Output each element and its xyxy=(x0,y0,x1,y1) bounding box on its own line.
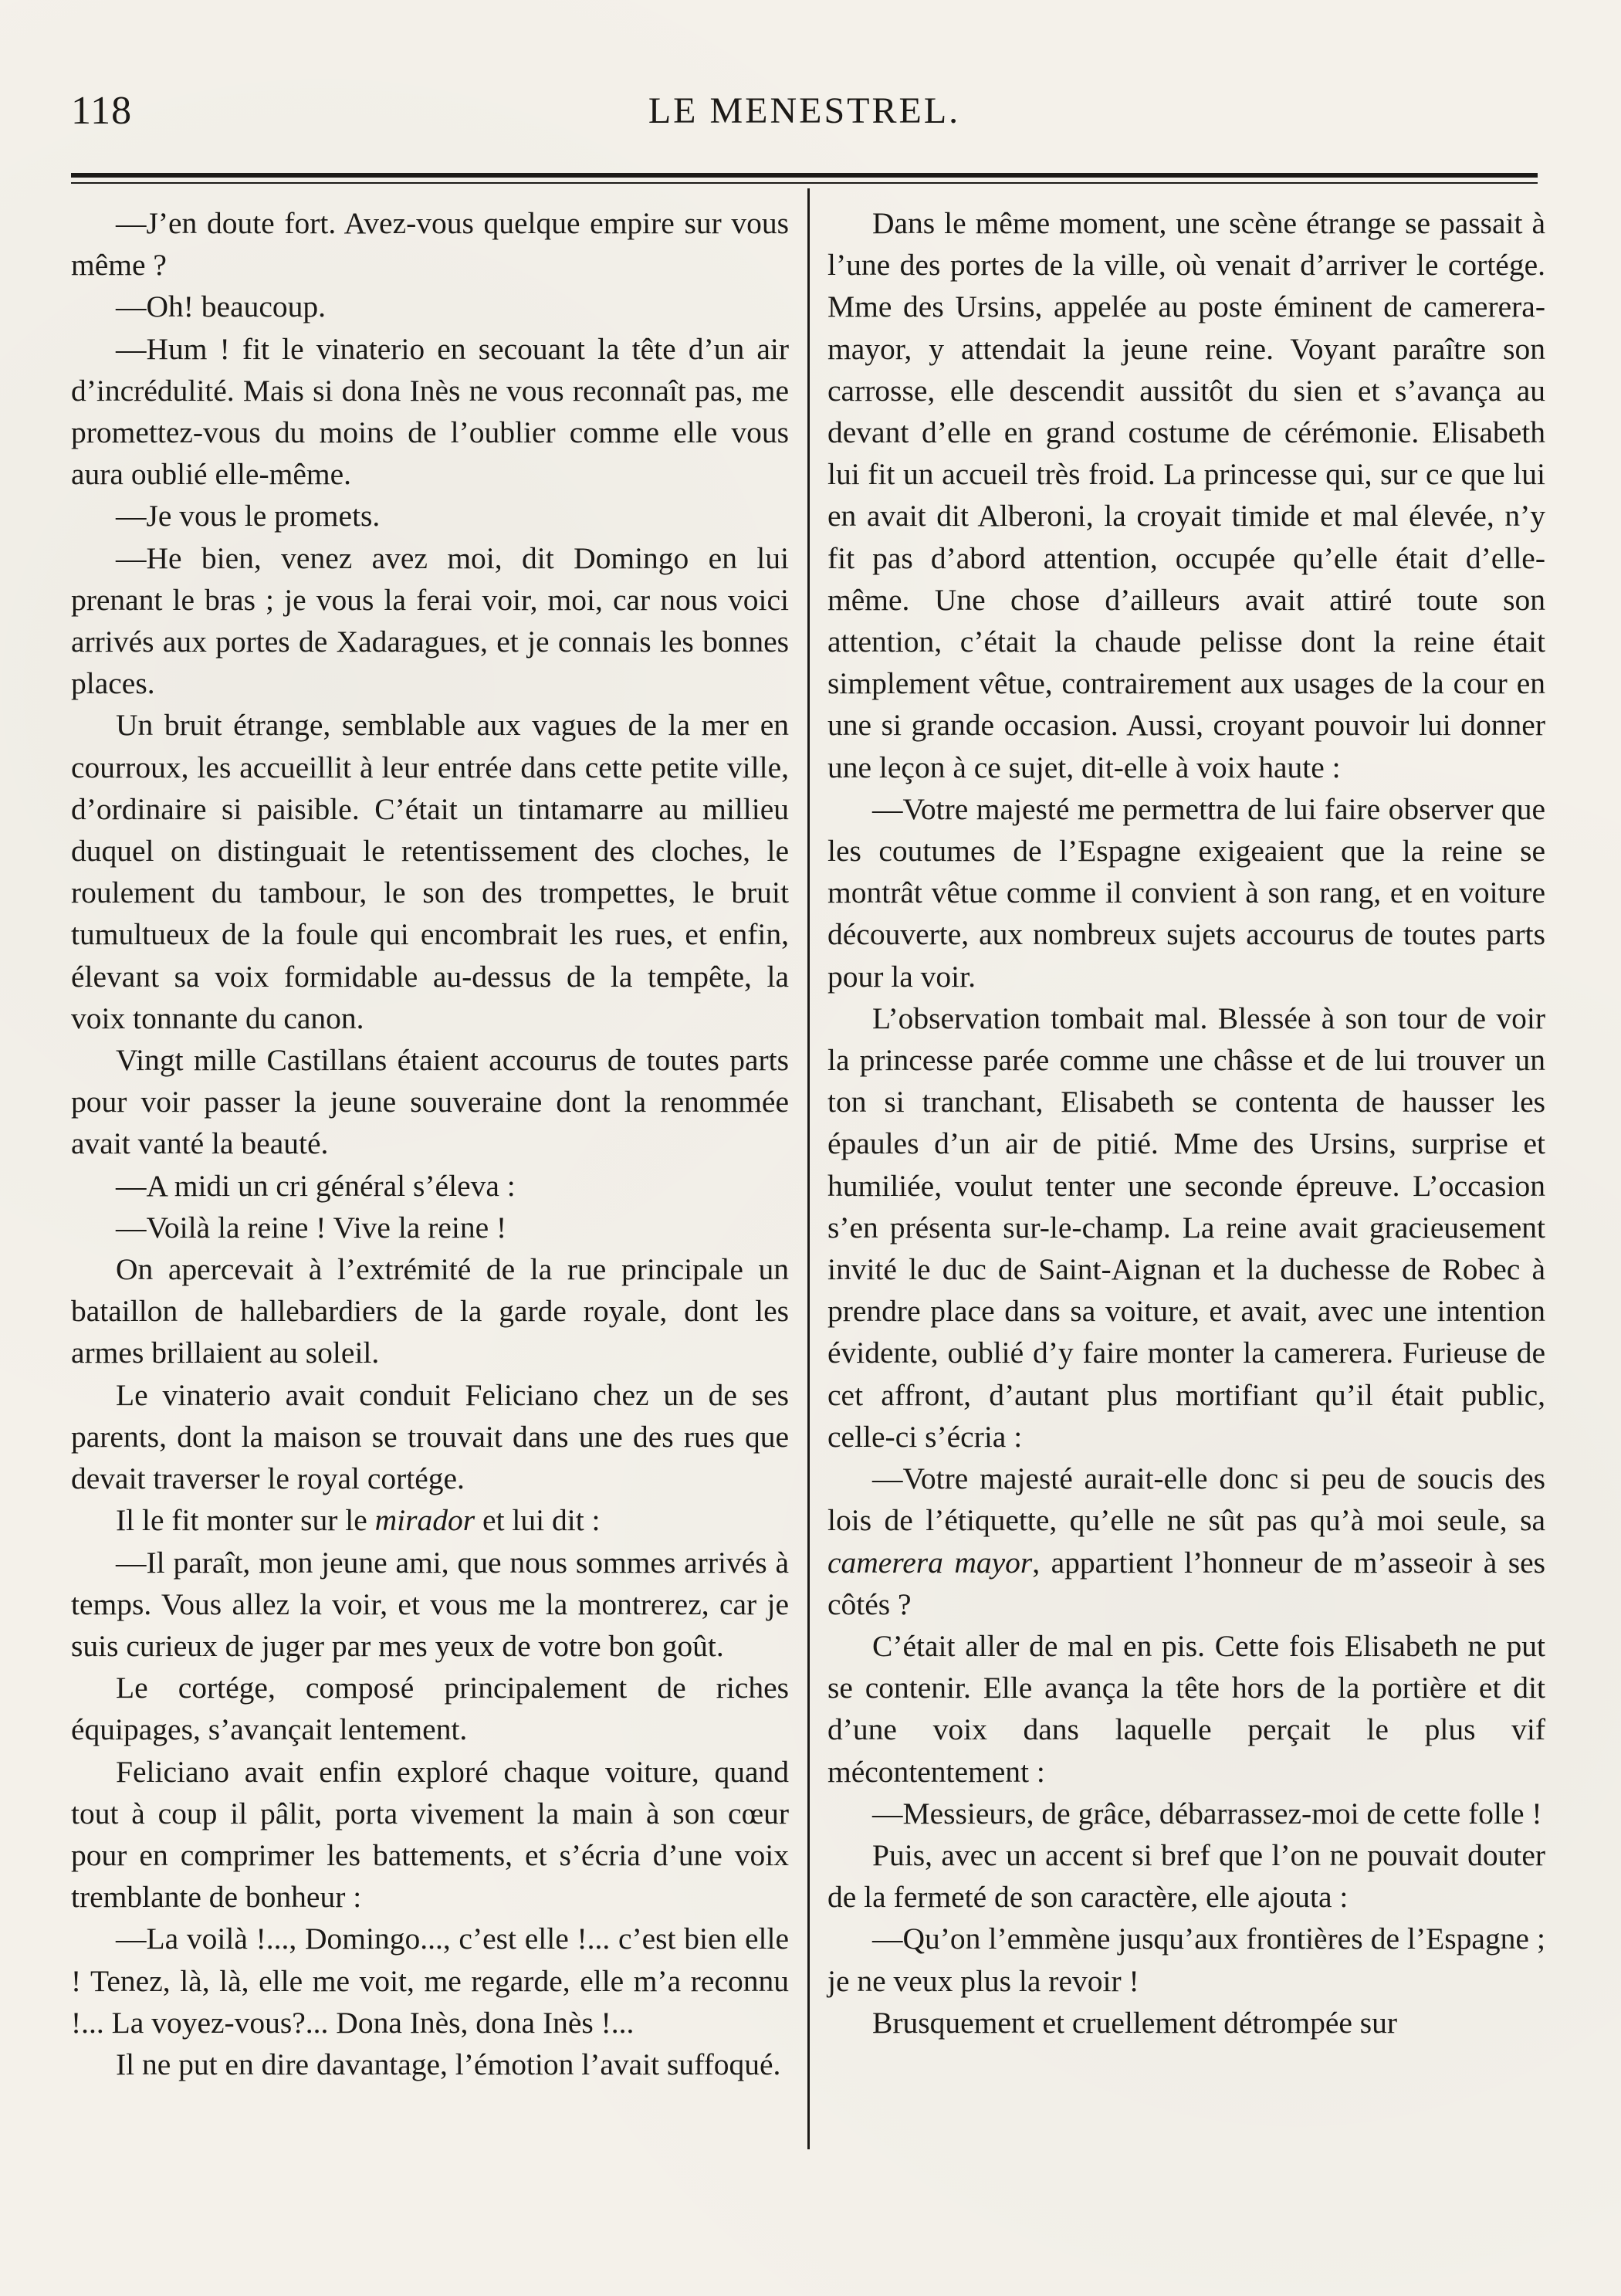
paragraph: —Qu’on l’emmène jusqu’aux frontières de l’Espagne ; je ne veux plus la revoir ! xyxy=(827,1922,1545,1998)
header-rule-thick xyxy=(71,173,1538,178)
paragraph: —La voilà !..., Domingo..., c’est elle !... c’est bien elle ! Tenez, là, là, elle me voit, me regarde, elle m’a reconnu !... La voyez-vous?... Dona Inès, dona Inès !... xyxy=(71,1922,789,2040)
paragraph: —Oh! beaucoup. xyxy=(116,290,327,324)
header-rule-thin xyxy=(71,182,1538,184)
paragraph: —J’en doute fort. Avez-vous quelque empire sur vous même ? xyxy=(71,206,789,283)
paragraph: Brusquement et cruellement détrompée sur xyxy=(872,2005,1398,2040)
page-number: 118 xyxy=(71,89,133,133)
paragraph: Un bruit étrange, semblable aux vagues de la mer en courroux, les accueillit à leur entrée dans cette petite ville, d’ordinaire si paisible. C’était un tintamarre au millieu duquel on distinguait le retentissement des cloches, le roulement du tambour, le son des trompettes, le bruit tumultueux de la foule qui encombrait les rues, et enfin, élevant sa voix formidable au-dessus de la tempête, la voix tonnante du canon. xyxy=(71,708,789,1035)
paragraph: —Votre majesté me permettra de lui faire observer que les coutumes de l’Espagne exigeaient que la reine se montrât vêtue comme il convient à son rang, et en voiture découverte, aux nombreux sujets accourus de toutes parts pour la voir. xyxy=(827,791,1545,994)
paragraph: —He bien, venez avez moi, dit Domingo en lui prenant le bras ; je vous la ferai voir, moi, car nous voici arrivés aux portes de Xadaragues, et je connais les bonnes places. xyxy=(71,540,789,701)
paragraph: —Votre majesté aurait-elle donc si peu de soucis des lois de l’étiquette, qu’elle ne sût pas qu’à moi seule, sa camerera mayor, appartient l’honneur de m’asseoir à ses côtés ? xyxy=(827,1461,1545,1621)
column-divider xyxy=(807,188,810,2149)
paragraph: —Je vous le promets. xyxy=(116,499,381,533)
left-column xyxy=(71,202,789,2085)
paragraph: —A midi un cri général s’éleva : xyxy=(116,1168,516,1203)
paragraph: —Voilà la reine ! Vive la reine ! xyxy=(116,1210,507,1245)
paragraph: On apercevait à l’extrémité de la rue principale un bataillon de hallebardiers de la garde royale, dont les armes brillaient au soleil. xyxy=(71,1252,789,1370)
paragraph: Vingt mille Castillans étaient accourus de toutes parts pour voir passer la jeune souveraine dont la renommée avait vanté la beauté. xyxy=(71,1043,789,1161)
page-header xyxy=(71,74,1538,144)
paragraph: L’observation tombait mal. Blessée à son tour de voir la princesse parée comme une châsse et de lui trouver un ton si tranchant, Elisabeth se contenta de hausser les épaules d’un air de pitié. Mme des Ursins, surprise et humiliée, voulut tenter une seconde épreuve. L’occasion s’en présenta sur-le-champ. La reine avait gracieusement invité le duc de Saint-Aignan et la duchesse de Robec à prendre place dans sa voiture, et avait, avec une intention évidente, oublié d’y faire monter la camerera. Furieuse de cet affront, d’autant plus mortifiant qu’il était public, celle-ci s’écria : xyxy=(827,1001,1545,1454)
paragraph: —Hum ! fit le vinaterio en secouant la tête d’un air d’incrédulité. Mais si dona Inès ne vous reconnaît pas, me promettez-vous du moins de l’oublier comme elle vous aura oublié elle-même. xyxy=(71,331,789,492)
paragraph: —Messieurs, de grâce, débarrassez-moi de cette folle ! xyxy=(872,1796,1542,1830)
paragraph: Le vinaterio avait conduit Feliciano chez un de ses parents, dont la maison se trouvait dans une des rues que devait traverser le royal cortége. xyxy=(71,1377,789,1496)
journal-title: LE MENESTREL. xyxy=(648,90,961,131)
paragraph: Puis, avec un accent si bref que l’on ne pouvait douter de la fermeté de son caractère, elle ajouta : xyxy=(827,1837,1545,1915)
paragraph: C’était aller de mal en pis. Cette fois Elisabeth ne put se contenir. Elle avança la tête hors de la portière et dit d’une voix dans laquelle perçait le plus vif mécontentement : xyxy=(827,1628,1545,1789)
paragraph: —Il paraît, mon jeune ami, que nous sommes arrivés à temps. Vous allez la voir, et vous me la montrerez, car je suis curieux de juger par mes yeux de votre bon goût. xyxy=(71,1545,789,1663)
paragraph: Feliciano avait enfin exploré chaque voiture, quand tout à coup il pâlit, porta vivement la main à son cœur pour en comprimer les battements, et s’écria d’une voix tremblante de bonheur : xyxy=(71,1754,789,1915)
paragraph: Dans le même moment, une scène étrange se passait à l’une des portes de la ville, où venait d’arriver le cortége. Mme des Ursins, appelée au poste éminent de camerera-mayor, y attendait la jeune reine. Voyant paraître son carrosse, elle descendit aussitôt du sien et s’avança au devant d’elle en grand costume de cérémonie. Elisabeth lui fit un accueil très froid. La princesse qui, sur ce que lui en avait dit Alberoni, la croyait timide et mal élevée, n’y fit pas d’abord attention, occupée qu’elle était d’elle-même. Une chose d’ailleurs avait attiré toute son attention, c’était la chaude pelisse dont la reine était simplement vêtue, contrairement aux usages de la cour en une si grande occasion. Aussi, croyant pouvoir lui donner une leçon à ce sujet, dit-elle à voix haute : xyxy=(827,206,1545,784)
paragraph: Le cortége, composé principalement de riches équipages, s’avançait lentement. xyxy=(71,1671,789,1747)
paragraph: Il ne put en dire davantage, l’émotion l’avait suffoqué. xyxy=(116,2047,781,2081)
right-column xyxy=(827,202,1545,2044)
paragraph: Il le fit monter sur le mirador et lui dit : xyxy=(116,1503,601,1538)
